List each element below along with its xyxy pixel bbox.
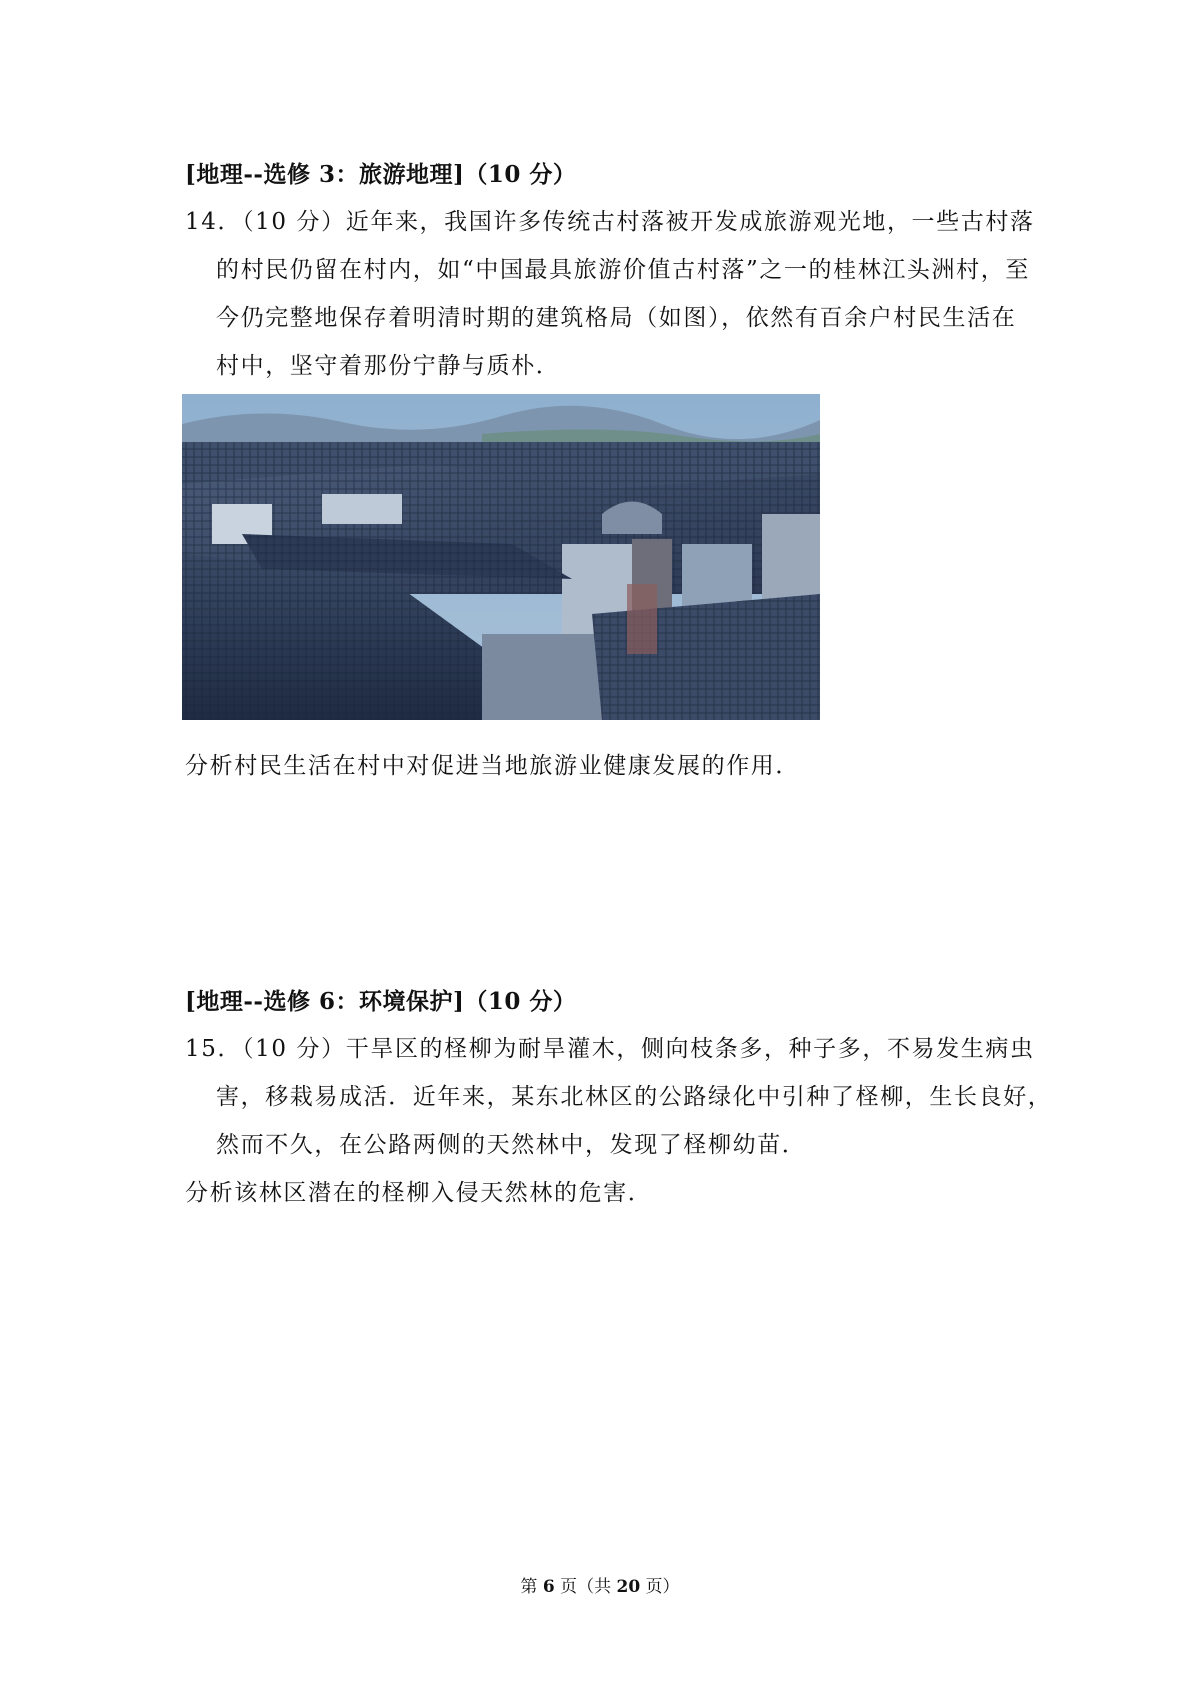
- question-15-line-1: 15．（10 分）干旱区的柽柳为耐旱灌木，侧向枝条多，种子多，不易发生病虫: [185, 1036, 1035, 1062]
- question-14-prompt: 分析村民生活在村中对促进当地旅游业健康发展的作用．: [185, 753, 800, 779]
- question-14-line-4: 村中，坚守着那份宁静与质朴．: [216, 353, 561, 379]
- page-footer: [0, 1572, 1200, 1597]
- question-15-line-2: 害，移栽易成活．近年来，某东北林区的公路绿化中引种了柽柳，生长良好，: [216, 1084, 1053, 1110]
- question-15-prompt: 分析该林区潜在的柽柳入侵天然林的危害．: [185, 1180, 653, 1206]
- footer-suffix: 页）: [640, 1577, 680, 1597]
- section-title-environment: [地理--选修 6：环境保护]（10 分）: [185, 988, 577, 1015]
- question-15-line-3: 然而不久，在公路两侧的天然林中，发现了柽柳幼苗．: [216, 1132, 807, 1158]
- footer-total-pages: 20: [616, 1577, 641, 1597]
- section-title-tourism: [地理--选修 3：旅游地理]（10 分）: [185, 161, 577, 188]
- footer-prefix: 第: [520, 1577, 543, 1597]
- question-14-line-3: 今仍完整地保存着明清时期的建筑格局（如图），依然有百余户村民生活在: [216, 305, 1017, 331]
- question-14-line-1: 14．（10 分）近年来，我国许多传统古村落被开发成旅游观光地，一些古村落: [185, 209, 1035, 235]
- village-rooftops-photo: [182, 394, 820, 720]
- footer-middle: 页（共: [554, 1577, 617, 1597]
- question-14-line-2: 的村民仍留在村内，如“中国最具旅游价值古村落”之一的桂林江头洲村，至: [216, 257, 1030, 283]
- footer-page-number: 6: [542, 1577, 555, 1597]
